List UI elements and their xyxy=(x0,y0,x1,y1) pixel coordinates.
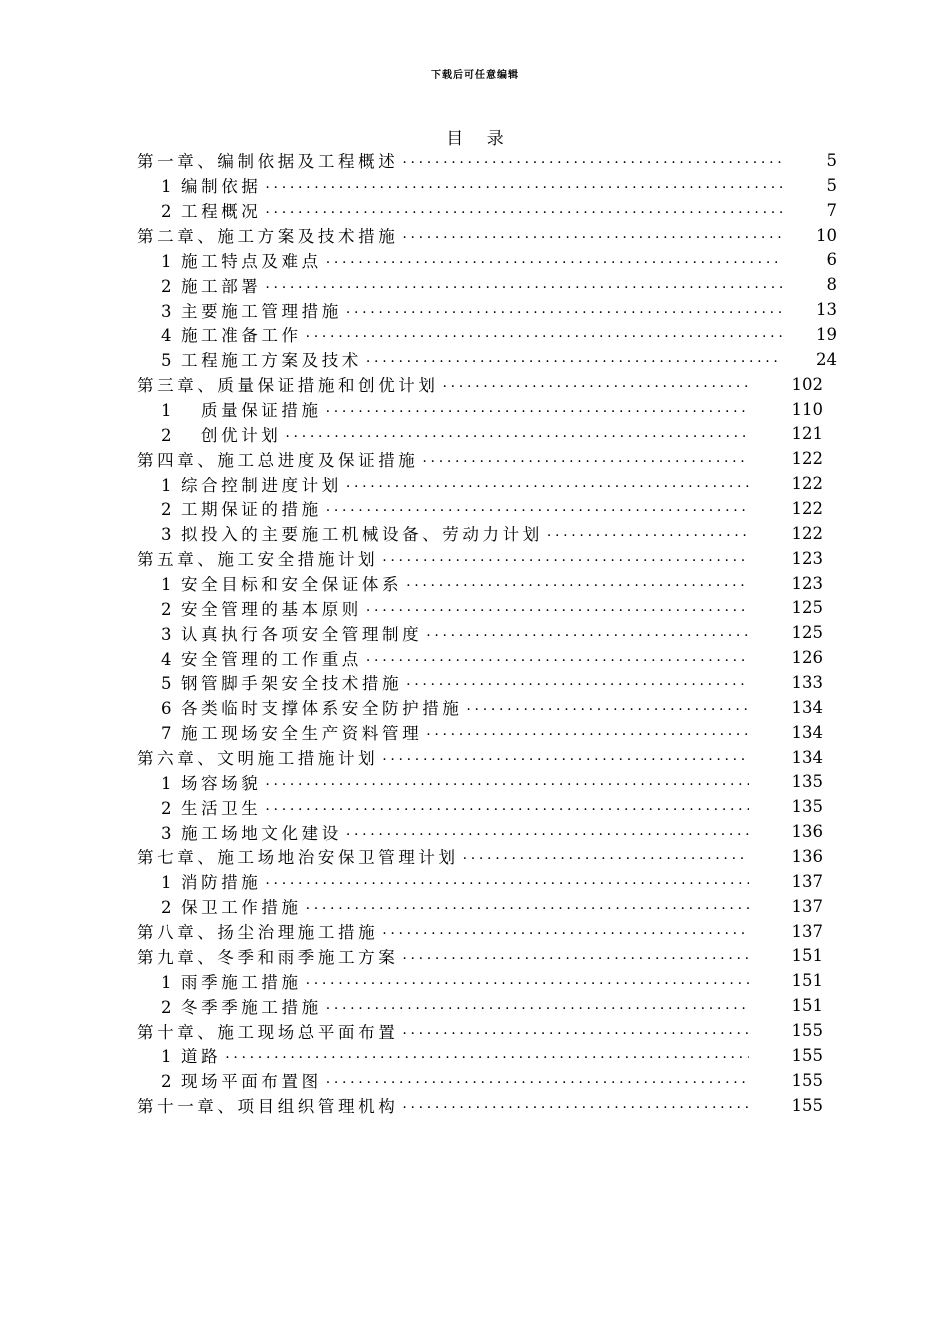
toc-entry-number: 1 xyxy=(161,773,172,793)
toc-section-row[interactable] xyxy=(137,645,837,670)
toc-entry-label xyxy=(137,621,422,645)
toc-section-row[interactable] xyxy=(137,198,837,223)
toc-section-row[interactable] xyxy=(137,869,837,894)
toc-entry-label xyxy=(137,496,322,520)
toc-entry-text: 现场平面布置图 xyxy=(181,1072,322,1092)
toc-page-number: 151 xyxy=(791,996,823,1016)
toc-section-row[interactable] xyxy=(137,297,837,322)
toc-dot-leader xyxy=(326,1072,749,1086)
toc-section-row[interactable] xyxy=(137,173,837,198)
toc-dot-leader xyxy=(443,376,750,390)
toc-entry-number: 2 xyxy=(161,599,172,619)
toc-page-number: 110 xyxy=(791,399,823,419)
toc-section-row[interactable] xyxy=(137,670,837,695)
toc-entry-label xyxy=(137,273,261,297)
toc-entry-text: 第三章、质量保证措施和创优计划 xyxy=(137,376,439,396)
toc-page-number: 151 xyxy=(791,971,823,991)
toc-entry-number: 2 xyxy=(161,1072,172,1092)
toc-entry-label xyxy=(137,173,261,197)
toc-title: 目 录 xyxy=(446,129,504,149)
toc-entry-label xyxy=(137,1043,221,1067)
toc-entry-text: 施工部署 xyxy=(181,276,262,296)
toc-chapter-row[interactable] xyxy=(137,446,837,471)
toc-dot-leader xyxy=(265,799,749,813)
toc-entry-text: 编制依据 xyxy=(181,177,262,197)
toc-entry-text: 第五章、施工安全措施计划 xyxy=(137,550,379,570)
toc-chapter-row[interactable] xyxy=(137,372,837,397)
toc-page-number: 126 xyxy=(791,648,823,668)
toc-page-number: 122 xyxy=(791,523,823,543)
toc-section-row[interactable] xyxy=(137,347,837,372)
toc-chapter-row[interactable] xyxy=(137,745,837,770)
toc-entry-text: 冬季季施工措施 xyxy=(181,997,322,1017)
toc-entry-number: 2 xyxy=(161,798,172,818)
toc-chapter-row[interactable] xyxy=(137,546,837,571)
toc-entry-number: 7 xyxy=(161,724,172,744)
toc-entry-text: 第十章、施工现场总平面布置 xyxy=(137,1022,399,1042)
toc-entry-label xyxy=(137,447,418,471)
toc-section-row[interactable] xyxy=(137,247,837,272)
toc-dot-leader xyxy=(406,674,749,688)
toc-entry-label xyxy=(137,670,402,694)
toc-section-row[interactable] xyxy=(137,894,837,919)
toc-chapter-row[interactable] xyxy=(137,844,837,869)
toc-entry-text: 第四章、施工总进度及保证措施 xyxy=(137,450,419,470)
toc-section-row[interactable] xyxy=(137,521,837,546)
toc-page-number: 137 xyxy=(791,921,823,941)
toc-entry-label xyxy=(137,795,261,819)
toc-page-number: 134 xyxy=(791,697,823,717)
toc-page-number: 134 xyxy=(791,722,823,742)
toc-section-row[interactable] xyxy=(137,695,837,720)
toc-entry-text: 认真执行各项安全管理制度 xyxy=(181,624,423,644)
toc-entry-label xyxy=(137,1019,398,1043)
toc-dot-leader xyxy=(346,824,749,838)
toc-entry-text: 工程施工方案及技术 xyxy=(181,351,362,371)
toc-section-row[interactable] xyxy=(137,794,837,819)
toc-entry-text: 钢管脚手架安全技术措施 xyxy=(181,674,403,694)
toc-page-number: 7 xyxy=(826,200,837,220)
toc-section-row[interactable] xyxy=(137,595,837,620)
toc-entry-number: 2 xyxy=(161,425,172,445)
toc-page-number: 102 xyxy=(791,374,823,394)
toc-page-number: 136 xyxy=(791,822,823,842)
toc-entry-label xyxy=(137,770,261,794)
toc-page-number: 6 xyxy=(826,250,837,270)
toc-dot-leader xyxy=(426,724,749,738)
toc-entry-label xyxy=(137,372,439,396)
toc-dot-leader xyxy=(285,426,749,440)
toc-page-number: 122 xyxy=(791,474,823,494)
toc-entry-number: 1 xyxy=(161,575,172,595)
toc-dot-leader xyxy=(346,476,749,490)
toc-section-row[interactable] xyxy=(137,1043,837,1068)
toc-page-number: 137 xyxy=(791,871,823,891)
toc-dot-leader xyxy=(426,625,749,639)
toc-chapter-row[interactable] xyxy=(137,919,837,944)
toc-entry-text: 生活卫生 xyxy=(181,798,262,818)
toc-page-number: 125 xyxy=(791,598,823,618)
toc-dot-leader xyxy=(265,277,783,291)
toc-entry-text: 拟投入的主要施工机械设备、劳动力计划 xyxy=(181,525,543,545)
toc-entry-number: 1 xyxy=(161,972,172,992)
toc-page-number: 125 xyxy=(791,623,823,643)
toc-entry-number: 1 xyxy=(161,251,172,271)
toc-entry-text: 施工特点及难点 xyxy=(181,251,322,271)
toc-dot-leader xyxy=(402,1097,749,1111)
toc-section-row[interactable] xyxy=(137,620,837,645)
toc-entry-label xyxy=(137,745,378,769)
toc-entry-text: 安全目标和安全保证体系 xyxy=(181,575,403,595)
toc-page-number: 135 xyxy=(791,772,823,792)
toc-entry-label xyxy=(137,894,302,918)
toc-section-row[interactable] xyxy=(137,421,837,446)
toc-dot-leader xyxy=(326,998,749,1012)
toc-entry-label xyxy=(137,1068,322,1092)
toc-entry-label xyxy=(137,646,362,670)
toc-page-number: 135 xyxy=(791,797,823,817)
toc-entry-text: 第七章、施工场地治安保卫管理计划 xyxy=(137,848,459,868)
toc-dot-leader xyxy=(366,351,783,365)
toc-entry-label xyxy=(137,198,261,222)
toc-section-row[interactable] xyxy=(137,471,837,496)
toc-page-number: 134 xyxy=(791,747,823,767)
toc-entry-text: 创优计划 xyxy=(201,425,282,445)
toc-section-row[interactable] xyxy=(137,968,837,993)
toc-entry-text: 工期保证的措施 xyxy=(181,500,322,520)
toc-entry-text: 保卫工作措施 xyxy=(181,898,302,918)
toc-entry-label xyxy=(137,322,302,346)
toc-entry-number: 2 xyxy=(161,202,172,222)
toc-dot-leader xyxy=(346,302,783,316)
toc-entry-number: 1 xyxy=(161,873,172,893)
toc-entry-label xyxy=(137,969,302,993)
toc-dot-leader xyxy=(547,525,749,539)
toc-dot-leader xyxy=(326,401,749,415)
toc-page-number: 151 xyxy=(791,946,823,966)
toc-entry-text: 各类临时支撑体系安全防护措施 xyxy=(181,699,463,719)
toc-page-number: 155 xyxy=(791,1045,823,1065)
toc-dot-leader xyxy=(382,749,749,763)
toc-entry-label xyxy=(137,869,261,893)
toc-page-number: 133 xyxy=(791,672,823,692)
toc-page-number: 123 xyxy=(791,573,823,593)
toc-entry-number: 4 xyxy=(161,649,172,669)
toc-dot-leader xyxy=(326,252,783,266)
toc-dot-leader xyxy=(406,575,749,589)
toc-dot-leader xyxy=(466,699,749,713)
table-of-contents xyxy=(137,148,837,1118)
toc-chapter-row[interactable] xyxy=(137,944,837,969)
toc-section-row[interactable] xyxy=(137,272,837,297)
toc-entry-number: 2 xyxy=(161,997,172,1017)
toc-dot-leader xyxy=(326,500,749,514)
toc-entry-label xyxy=(137,944,398,968)
toc-entry-text: 消防措施 xyxy=(181,873,262,893)
toc-entry-number: 6 xyxy=(161,699,172,719)
toc-entry-text: 工程概况 xyxy=(181,202,262,222)
toc-entry-text: 第一章、编制依据及工程概述 xyxy=(137,152,399,172)
toc-entry-number: 5 xyxy=(161,351,172,371)
toc-entry-label xyxy=(137,720,422,744)
toc-entry-label xyxy=(137,248,322,272)
toc-page-number: 19 xyxy=(816,324,837,344)
toc-dot-leader xyxy=(422,451,749,465)
toc-section-row[interactable] xyxy=(137,993,837,1018)
toc-entry-number: 3 xyxy=(161,823,172,843)
toc-entry-text: 安全管理的工作重点 xyxy=(181,649,362,669)
toc-entry-number: 5 xyxy=(161,674,172,694)
toc-dot-leader xyxy=(265,177,783,191)
toc-entry-label xyxy=(137,919,378,943)
toc-entry-number: 3 xyxy=(161,301,172,321)
toc-entry-number: 4 xyxy=(161,326,172,346)
toc-page-number: 155 xyxy=(791,1070,823,1090)
toc-page-number: 155 xyxy=(791,1021,823,1040)
toc-entry-label xyxy=(137,994,322,1018)
toc-dot-leader xyxy=(366,600,749,614)
toc-entry-text: 施工准备工作 xyxy=(181,326,302,346)
toc-entry-text: 道路 xyxy=(181,1047,222,1067)
toc-section-row[interactable] xyxy=(137,769,837,794)
toc-page-number: 155 xyxy=(791,1095,823,1115)
toc-chapter-row[interactable] xyxy=(137,148,837,173)
toc-entry-text: 施工场地文化建设 xyxy=(181,823,342,843)
toc-entry-text: 第六章、文明施工措施计划 xyxy=(137,749,379,769)
toc-entry-label xyxy=(137,422,281,446)
toc-entry-label xyxy=(137,347,362,371)
toc-page-number: 123 xyxy=(791,548,823,568)
toc-entry-text: 雨季施工措施 xyxy=(181,972,302,992)
toc-chapter-row[interactable] xyxy=(137,1093,837,1118)
toc-entry-label xyxy=(137,148,398,172)
toc-section-row[interactable] xyxy=(137,496,837,521)
toc-entry-number: 2 xyxy=(161,898,172,918)
toc-entry-text: 第十一章、项目组织管理机构 xyxy=(137,1097,399,1117)
toc-page-number: 5 xyxy=(826,150,837,170)
toc-section-row[interactable] xyxy=(137,720,837,745)
toc-entry-text: 主要施工管理措施 xyxy=(181,301,342,321)
toc-entry-label xyxy=(137,546,378,570)
toc-entry-text: 第二章、施工方案及技术措施 xyxy=(137,227,399,246)
toc-dot-leader xyxy=(382,550,749,564)
toc-entry-label xyxy=(137,397,322,421)
toc-entry-text: 第八章、扬尘治理施工措施 xyxy=(137,923,379,943)
toc-section-row[interactable] xyxy=(137,819,837,844)
toc-dot-leader xyxy=(306,898,749,912)
toc-entry-number: 3 xyxy=(161,624,172,644)
toc-entry-text: 第九章、冬季和雨季施工方案 xyxy=(137,947,399,967)
toc-page-number: 13 xyxy=(816,300,837,320)
toc-entry-label xyxy=(137,844,459,868)
toc-dot-leader xyxy=(306,326,783,340)
toc-chapter-row[interactable] xyxy=(137,223,837,248)
toc-entry-label xyxy=(137,820,342,844)
toc-section-row[interactable] xyxy=(137,1068,837,1093)
toc-page-number: 24 xyxy=(816,349,837,369)
toc-chapter-row[interactable] xyxy=(137,1018,837,1043)
toc-entry-label xyxy=(137,521,543,545)
toc-entry-label xyxy=(137,1093,398,1117)
toc-dot-leader xyxy=(402,152,783,166)
toc-entry-label xyxy=(137,571,402,595)
toc-section-row[interactable] xyxy=(137,571,837,596)
toc-section-row[interactable] xyxy=(137,397,837,422)
toc-entry-text: 安全管理的基本原则 xyxy=(181,599,362,619)
toc-entry-number: 1 xyxy=(161,1047,172,1067)
toc-page-number: 122 xyxy=(791,498,823,518)
toc-dot-leader xyxy=(463,848,749,862)
toc-dot-leader xyxy=(382,923,749,937)
toc-dot-leader xyxy=(225,1047,749,1061)
toc-dot-leader xyxy=(402,1023,749,1037)
toc-entry-label xyxy=(137,298,342,322)
toc-entry-number: 1 xyxy=(161,401,172,421)
toc-entry-number: 1 xyxy=(161,475,172,495)
toc-dot-leader xyxy=(306,973,749,987)
toc-entry-label xyxy=(137,695,462,719)
toc-entry-text: 场容场貌 xyxy=(181,773,262,793)
toc-dot-leader xyxy=(366,650,749,664)
toc-page-number: 136 xyxy=(791,846,823,866)
toc-dot-leader xyxy=(265,774,749,788)
toc-dot-leader xyxy=(265,873,749,887)
toc-page-number: 121 xyxy=(791,424,823,444)
toc-entry-number: 1 xyxy=(161,177,172,197)
toc-page-number: 8 xyxy=(826,275,837,295)
toc-section-row[interactable] xyxy=(137,322,837,347)
toc-entry-number: 2 xyxy=(161,276,172,296)
toc-entry-label xyxy=(137,223,398,247)
toc-entry-number: 3 xyxy=(161,525,172,545)
toc-page-number: 122 xyxy=(791,449,823,469)
toc-entry-number: 2 xyxy=(161,500,172,520)
toc-entry-text: 质量保证措施 xyxy=(201,401,322,421)
toc-entry-label xyxy=(137,596,362,620)
toc-page-number: 137 xyxy=(791,896,823,916)
toc-entry-label xyxy=(137,472,342,496)
toc-entry-text: 施工现场安全生产资料管理 xyxy=(181,724,423,744)
toc-entry-text: 综合控制进度计划 xyxy=(181,475,342,495)
toc-dot-leader xyxy=(402,948,749,962)
toc-dot-leader xyxy=(402,227,783,241)
header-note: 下载后可任意编辑 xyxy=(431,70,519,81)
toc-dot-leader xyxy=(265,202,783,216)
toc-page-number: 5 xyxy=(826,175,837,195)
toc-page-number: 10 xyxy=(816,225,837,245)
